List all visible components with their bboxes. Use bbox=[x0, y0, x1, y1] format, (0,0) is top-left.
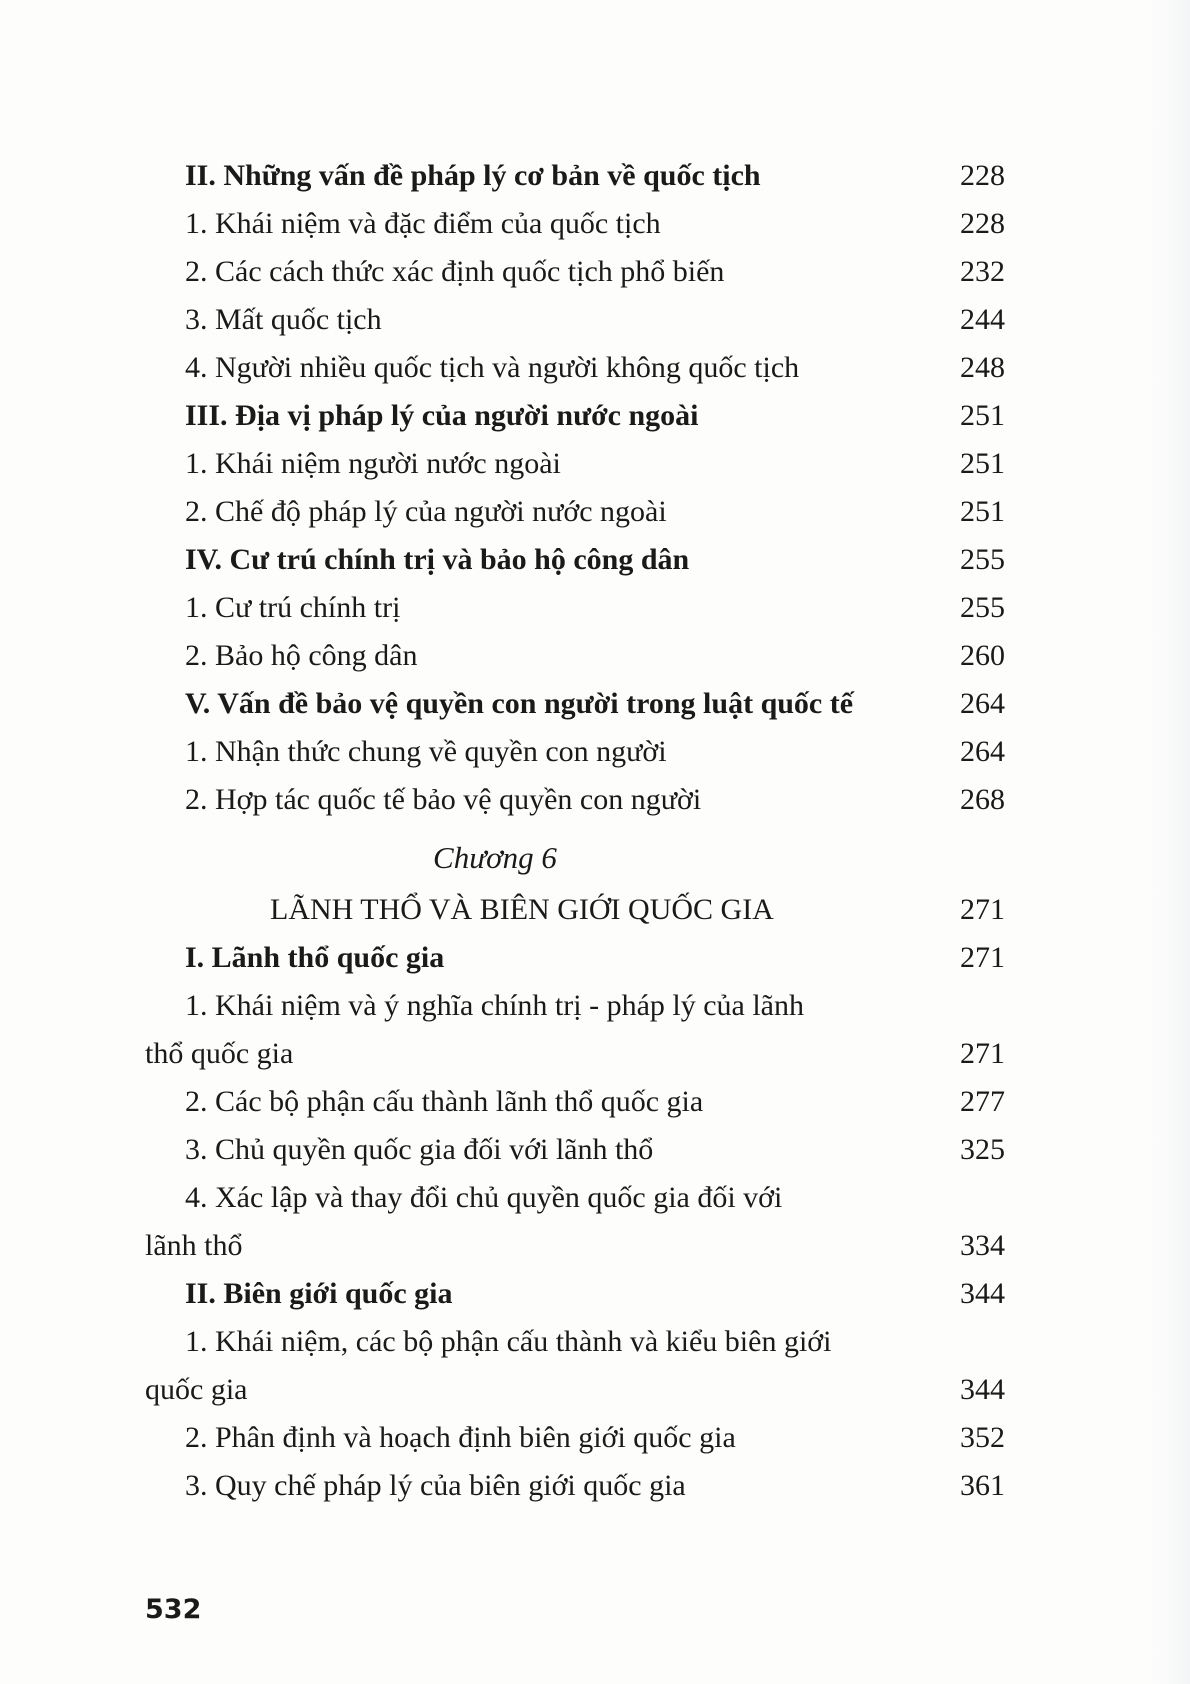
toc-entry-title: 2. Hợp tác quốc tế bảo vệ quyền con người bbox=[185, 783, 702, 816]
toc-entry-title: 2. Phân định và hoạch định biên giới quốc gia bbox=[185, 1421, 736, 1454]
toc-section-heading bbox=[145, 392, 1005, 440]
toc-entry-title: 1. Khái niệm và đặc điểm của quốc tịch bbox=[185, 207, 661, 240]
toc-entry bbox=[145, 632, 1005, 680]
toc-entry-page: 271 bbox=[960, 1037, 1005, 1070]
toc-entry-title: V. Vấn đề bảo vệ quyền con người trong luật quốc tế bbox=[185, 687, 854, 720]
toc-entry-page: 228 bbox=[960, 207, 1005, 240]
toc-entry-page: 255 bbox=[960, 591, 1005, 624]
toc-entry-page: 260 bbox=[960, 639, 1005, 672]
toc-entry bbox=[145, 1462, 1005, 1510]
toc-entry-page: 255 bbox=[960, 543, 1005, 576]
toc-entry-title: II. Biên giới quốc gia bbox=[185, 1277, 453, 1310]
toc-entry-page: 264 bbox=[960, 687, 1005, 720]
toc-entry bbox=[145, 440, 1005, 488]
chapter-title-text: LÃNH THỔ VÀ BIÊN GIỚI QUỐC GIA bbox=[270, 893, 774, 926]
toc-entry bbox=[145, 488, 1005, 536]
toc-entry-page: 334 bbox=[960, 1229, 1005, 1262]
chapter-title bbox=[145, 886, 1005, 934]
toc-entry-title: 3. Quy chế pháp lý của biên giới quốc gia bbox=[185, 1469, 686, 1502]
toc-entry bbox=[145, 982, 1005, 1078]
toc-section-heading bbox=[145, 680, 1005, 728]
toc-entry-title-continued: quốc gia bbox=[145, 1373, 248, 1406]
toc-entry-page: 228 bbox=[960, 159, 1005, 192]
toc-entry-page: 248 bbox=[960, 351, 1005, 384]
toc-entry bbox=[145, 344, 1005, 392]
toc-entry-page: 344 bbox=[960, 1373, 1005, 1406]
toc-entry-page: 361 bbox=[960, 1469, 1005, 1502]
toc-entry bbox=[145, 1174, 1005, 1270]
toc-entry-title: II. Những vấn đề pháp lý cơ bản về quốc tịch bbox=[185, 159, 761, 192]
chapter-label: Chương 6 bbox=[433, 840, 557, 875]
toc-entry-title: 4. Người nhiều quốc tịch và người không quốc tịch bbox=[185, 351, 800, 384]
toc-entry bbox=[145, 248, 1005, 296]
toc-entry-page: 268 bbox=[960, 783, 1005, 816]
toc-section-heading bbox=[145, 934, 1005, 982]
toc-entry bbox=[145, 296, 1005, 344]
toc-entry-page: 277 bbox=[960, 1085, 1005, 1118]
toc-entry-page: 264 bbox=[960, 735, 1005, 768]
toc-entry-title: 3. Chủ quyền quốc gia đối với lãnh thổ bbox=[185, 1133, 654, 1166]
table-of-contents bbox=[145, 152, 1005, 1510]
toc-entry-page: 244 bbox=[960, 303, 1005, 336]
toc-entry-title: III. Địa vị pháp lý của người nước ngoài bbox=[185, 399, 699, 432]
toc-entry-title-continued: thổ quốc gia bbox=[145, 1037, 294, 1070]
toc-entry-page: 352 bbox=[960, 1421, 1005, 1454]
toc-entry-title: 2. Các cách thức xác định quốc tịch phổ biến bbox=[185, 255, 725, 288]
toc-entry bbox=[145, 1078, 1005, 1126]
toc-entry-title: 1. Cư trú chính trị bbox=[185, 591, 401, 624]
toc-entry-title: 2. Các bộ phận cấu thành lãnh thổ quốc gia bbox=[185, 1085, 704, 1118]
page-edge bbox=[1150, 0, 1190, 1684]
toc-entry-page: 251 bbox=[960, 495, 1005, 528]
toc-entry-page: 251 bbox=[960, 399, 1005, 432]
toc-entry-title: 1. Nhận thức chung về quyền con người bbox=[185, 735, 667, 768]
toc-entry bbox=[145, 776, 1005, 824]
toc-entry bbox=[145, 1318, 1005, 1414]
toc-entry bbox=[145, 728, 1005, 776]
toc-entry-page: 232 bbox=[960, 255, 1005, 288]
toc-entry-title: 2. Chế độ pháp lý của người nước ngoài bbox=[185, 495, 667, 528]
toc-entry bbox=[145, 584, 1005, 632]
toc-entry-title: 2. Bảo hộ công dân bbox=[185, 639, 418, 672]
toc-entry-page: 325 bbox=[960, 1133, 1005, 1166]
toc-entry bbox=[145, 1126, 1005, 1174]
toc-entry-title-continued: lãnh thổ bbox=[145, 1229, 243, 1262]
toc-entry bbox=[145, 200, 1005, 248]
toc-entry-title: I. Lãnh thổ quốc gia bbox=[185, 941, 445, 974]
toc-entry-page: 251 bbox=[960, 447, 1005, 480]
toc-entry-title: IV. Cư trú chính trị và bảo hộ công dân bbox=[185, 543, 690, 576]
toc-entry-title: 1. Khái niệm, các bộ phận cấu thành và kiểu biên giới bbox=[185, 1325, 832, 1358]
toc-entry-page: 271 bbox=[960, 941, 1005, 974]
toc-entry-title: 4. Xác lập và thay đổi chủ quyền quốc gia đối với bbox=[185, 1181, 783, 1214]
toc-entry-title: 1. Khái niệm và ý nghĩa chính trị - pháp lý của lãnh bbox=[185, 989, 804, 1022]
toc-entry-title: 3. Mất quốc tịch bbox=[185, 303, 382, 336]
toc-entry bbox=[145, 1414, 1005, 1462]
toc-entry-page: 344 bbox=[960, 1277, 1005, 1310]
toc-section-heading bbox=[145, 152, 1005, 200]
page-number: 532 bbox=[145, 1594, 202, 1625]
toc-section-heading bbox=[145, 1270, 1005, 1318]
chapter-title-page: 271 bbox=[960, 893, 1005, 926]
toc-entry-title: 1. Khái niệm người nước ngoài bbox=[185, 447, 561, 480]
toc-section-heading bbox=[145, 536, 1005, 584]
